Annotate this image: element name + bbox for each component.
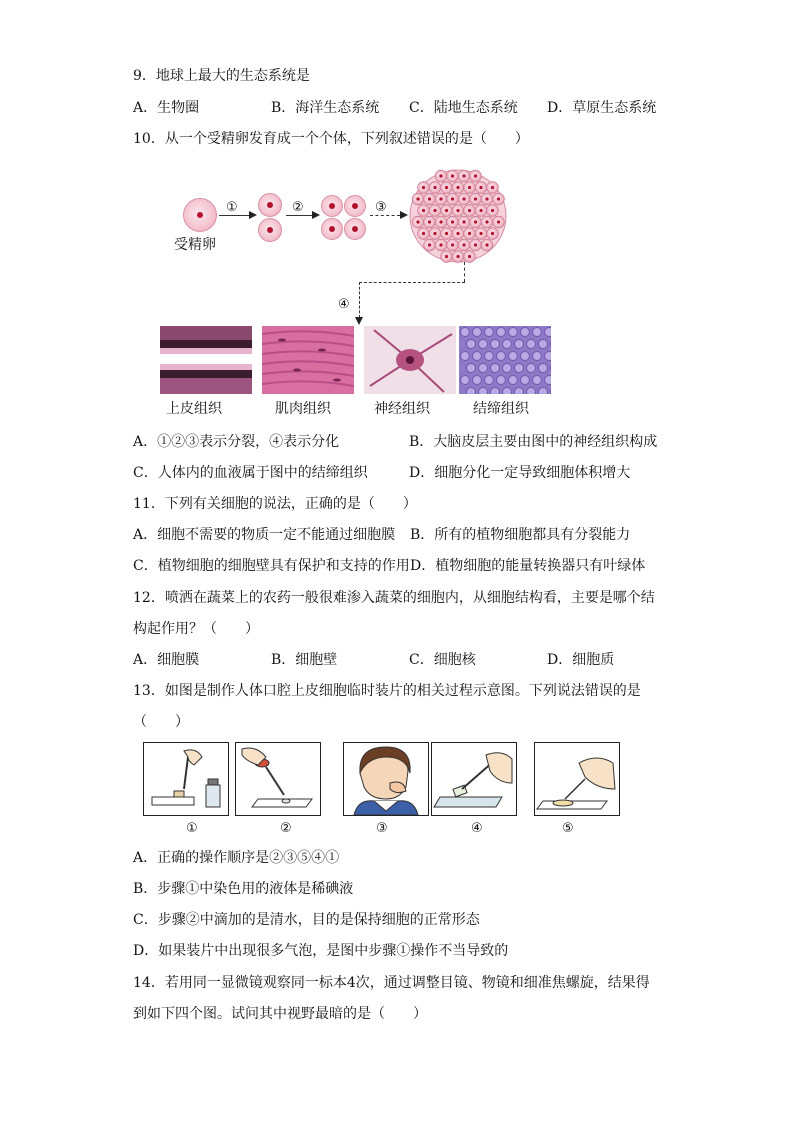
tissue-label-connective: 结缔组织 <box>473 401 529 417</box>
q11-option-b: B．所有的植物细胞都具有分裂能力 <box>410 527 631 543</box>
q10-option-d: D．细胞分化一定导致细胞体积增大 <box>409 465 631 481</box>
arrow-4-down <box>359 282 360 318</box>
arrow-4-horizontal <box>359 282 465 283</box>
q9-option-b: B．海洋生态系统 <box>271 100 380 116</box>
q9-option-d: D．草原生态系统 <box>547 100 657 116</box>
arrow-1-line <box>219 215 249 216</box>
arrow-3-head <box>400 211 408 219</box>
arrow-4-head <box>355 317 363 325</box>
two-cell-top <box>258 193 282 217</box>
four-cell-2 <box>344 195 366 217</box>
step-3-label: ③ <box>375 200 387 215</box>
step-panel-5 <box>534 742 620 816</box>
arrow-2-head <box>312 211 320 219</box>
q12-stem-line1: 12．喷洒在蔬菜上的农药一般很难渗入蔬菜的细胞内，从细胞结构看，主要是哪个结 <box>133 590 655 606</box>
q12-option-c: C．细胞核 <box>409 652 476 668</box>
q11-stem: 11．下列有关细胞的说法，正确的是（ ） <box>133 496 417 512</box>
q14-stem-line1: 14．若用同一显微镜观察同一标本4次，通过调整目镜、物镜和细准焦螺旋，结果得 <box>133 975 650 991</box>
q10-option-a: A．①②③表示分裂，④表示分化 <box>133 434 340 450</box>
step-panel-2 <box>235 742 321 816</box>
step-panel-1 <box>143 742 229 816</box>
nervous-tissue-image <box>364 326 456 394</box>
arrow-1-head <box>249 211 257 219</box>
q9-stem: 9．地球上最大的生态系统是 <box>133 68 310 84</box>
epithelial-tissue-image <box>160 326 252 394</box>
step-panel-4 <box>431 742 517 816</box>
arrow-3-line <box>370 215 400 216</box>
tissue-label-muscle: 肌肉组织 <box>275 401 331 417</box>
mouth-scrape-drawing <box>344 743 428 815</box>
q14-stem-line2: 到如下四个图。试问其中视野最暗的是（ ） <box>133 1006 427 1022</box>
arrow-4-vertical <box>464 262 465 282</box>
smear-drawing <box>535 743 619 815</box>
two-cell-bottom <box>258 218 282 242</box>
coverslip-drawing <box>432 743 516 815</box>
arrow-2-line <box>286 215 312 216</box>
cell-mass <box>408 168 508 264</box>
step-1-label: ① <box>226 200 238 215</box>
q13-option-b: B．步骤①中染色用的液体是稀碘液 <box>133 881 354 897</box>
q9-option-c: C．陆地生态系统 <box>409 100 518 116</box>
step-panel-3 <box>343 742 429 816</box>
egg-label: 受精卵 <box>174 237 216 253</box>
q12-stem-line2: 构起作用？（ ） <box>133 621 259 637</box>
q13-option-c: C．步骤②中滴加的是清水，目的是保持细胞的正常形态 <box>133 912 480 928</box>
q12-option-d: D．细胞质 <box>547 652 615 668</box>
q13-option-a: A．正确的操作顺序是②③⑤④① <box>133 850 340 866</box>
four-cell-3 <box>321 218 343 240</box>
q9-option-a: A．生物圈 <box>133 100 200 116</box>
q12-option-b: B．细胞壁 <box>271 652 338 668</box>
step-2-label: ② <box>292 200 304 215</box>
panel-label-1: ① <box>186 821 198 836</box>
q11-option-c: C．植物细胞的细胞壁具有保护和支持的作用 <box>133 558 410 574</box>
q13-option-d: D．如果装片中出现很多气泡，是图中步骤①操作不当导致的 <box>133 943 509 959</box>
connective-tissue-image <box>459 326 551 394</box>
fertilized-egg-cell <box>183 198 217 232</box>
muscle-tissue-image <box>262 326 354 394</box>
q10-stem: 10．从一个受精卵发育成一个个体，下列叙述错误的是（ ） <box>133 131 529 147</box>
q10-option-b: B．大脑皮层主要由图中的神经组织构成 <box>409 434 658 450</box>
panel-label-3: ③ <box>376 821 388 836</box>
panel-label-2: ② <box>280 821 292 836</box>
stain-dropper-drawing <box>144 743 228 815</box>
water-dropper-drawing <box>236 743 320 815</box>
q11-option-d: D．植物细胞的能量转换器只有叶绿体 <box>410 558 646 574</box>
panel-label-5: ⑤ <box>562 821 574 836</box>
tissue-label-epithelial: 上皮组织 <box>166 401 222 417</box>
panel-label-4: ④ <box>471 821 483 836</box>
tissue-label-nervous: 神经组织 <box>374 401 430 417</box>
four-cell-4 <box>344 218 366 240</box>
q11-option-a: A．细胞不需要的物质一定不能通过细胞膜 <box>133 527 396 543</box>
step-4-label: ④ <box>338 297 350 312</box>
q13-stem-line2: （ ） <box>133 714 189 730</box>
q12-option-a: A．细胞膜 <box>133 652 200 668</box>
four-cell-1 <box>321 195 343 217</box>
q10-option-c: C．人体内的血液属于图中的结缔组织 <box>133 465 368 481</box>
q13-stem-line1: 13．如图是制作人体口腔上皮细胞临时装片的相关过程示意图。下列说法错误的是 <box>133 683 641 699</box>
